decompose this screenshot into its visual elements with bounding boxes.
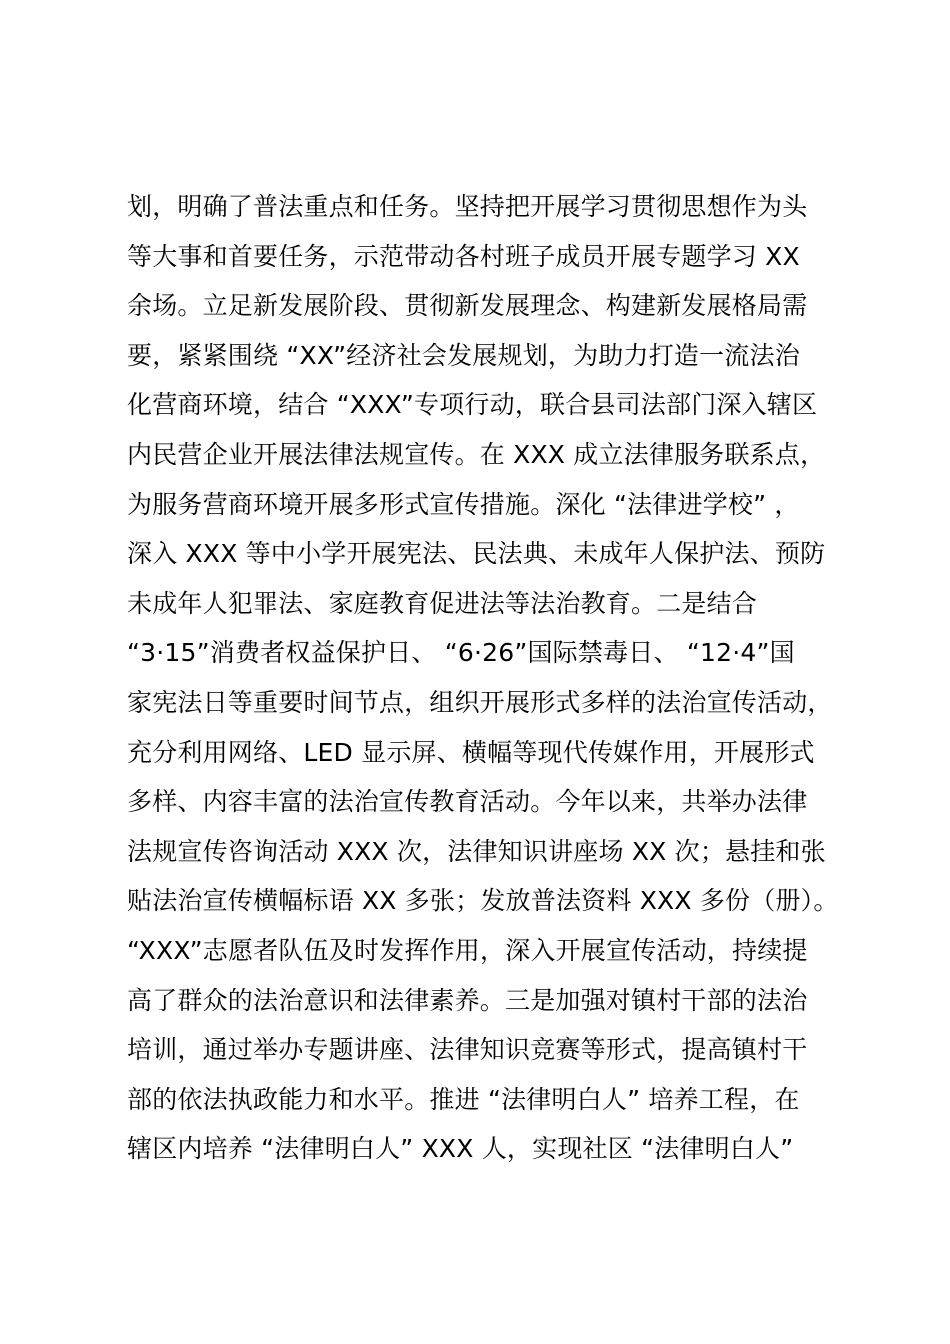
text-line: 划，明确了普法重点和任务。坚持把开展学习贯彻思想作为头 [127, 192, 808, 221]
text-line: “XXX”志愿者队伍及时发挥作用，深入开展宣传活动，持续提 [127, 935, 808, 965]
text-line: 高了群众的法治意识和法律素养。三是加强对镇村干部的法治 [127, 985, 808, 1015]
text-line: 贴法治宣传横幅标语 XX 多张；发放普法资料 XXX 多份（册）。 [127, 886, 839, 916]
text-line: 余场。立足新发展阶段、贯彻新发展理念、构建新发展格局需 [127, 291, 808, 321]
text-line: 为服务营商环境开展多形式宣传措施。深化 “法律进学校” ， [127, 489, 800, 519]
text-line: 内民营企业开展法律法规宣传。在 XXX 成立法律服务联系点， [127, 439, 826, 469]
text-line: 要，紧紧围绕 “XX”经济社会发展规划，为助力打造一流法治 [127, 340, 800, 370]
text-line: 化营商环境，结合 “XXX”专项行动，联合县司法部门深入辖区 [127, 390, 818, 420]
text-line: 法规宣传咨询活动 XXX 次，法律知识讲座场 XX 次；悬挂和张 [127, 836, 826, 866]
text-line: 充分利用网络、LED 显示屏、横幅等现代传媒作用，开展形式 [127, 737, 815, 767]
text-line: 等大事和首要任务，示范带动各村班子成员开展专题学习 XX [127, 241, 800, 271]
text-line: 多样、内容丰富的法治宣传教育活动。今年以来，共举办法律 [127, 787, 808, 817]
text-line: 未成年人犯罪法、家庭教育促进法等法治教育。二是结合 [127, 588, 758, 618]
text-line: 辖区内培养 “法律明白人” XXX 人，实现社区 “法律明白人” [127, 1134, 794, 1164]
text-line: 家宪法日等重要时间节点，组织开展形式多样的法治宣传活动， [127, 687, 833, 717]
text-line: 深入 XXX 等中小学开展宪法、民法典、未成年人保护法、预防 [127, 539, 826, 569]
body-paragraph [127, 182, 857, 1174]
text-line: 部的依法执政能力和水平。推进 “法律明白人” 培养工程，在 [127, 1084, 800, 1114]
text-line: 培训，通过举办专题讲座、法律知识竞赛等形式，提高镇村干 [127, 1035, 808, 1065]
text-line: “3·15”消费者权益保护日、 “6·26”国际禁毒日、 “12·4”国 [127, 638, 795, 668]
